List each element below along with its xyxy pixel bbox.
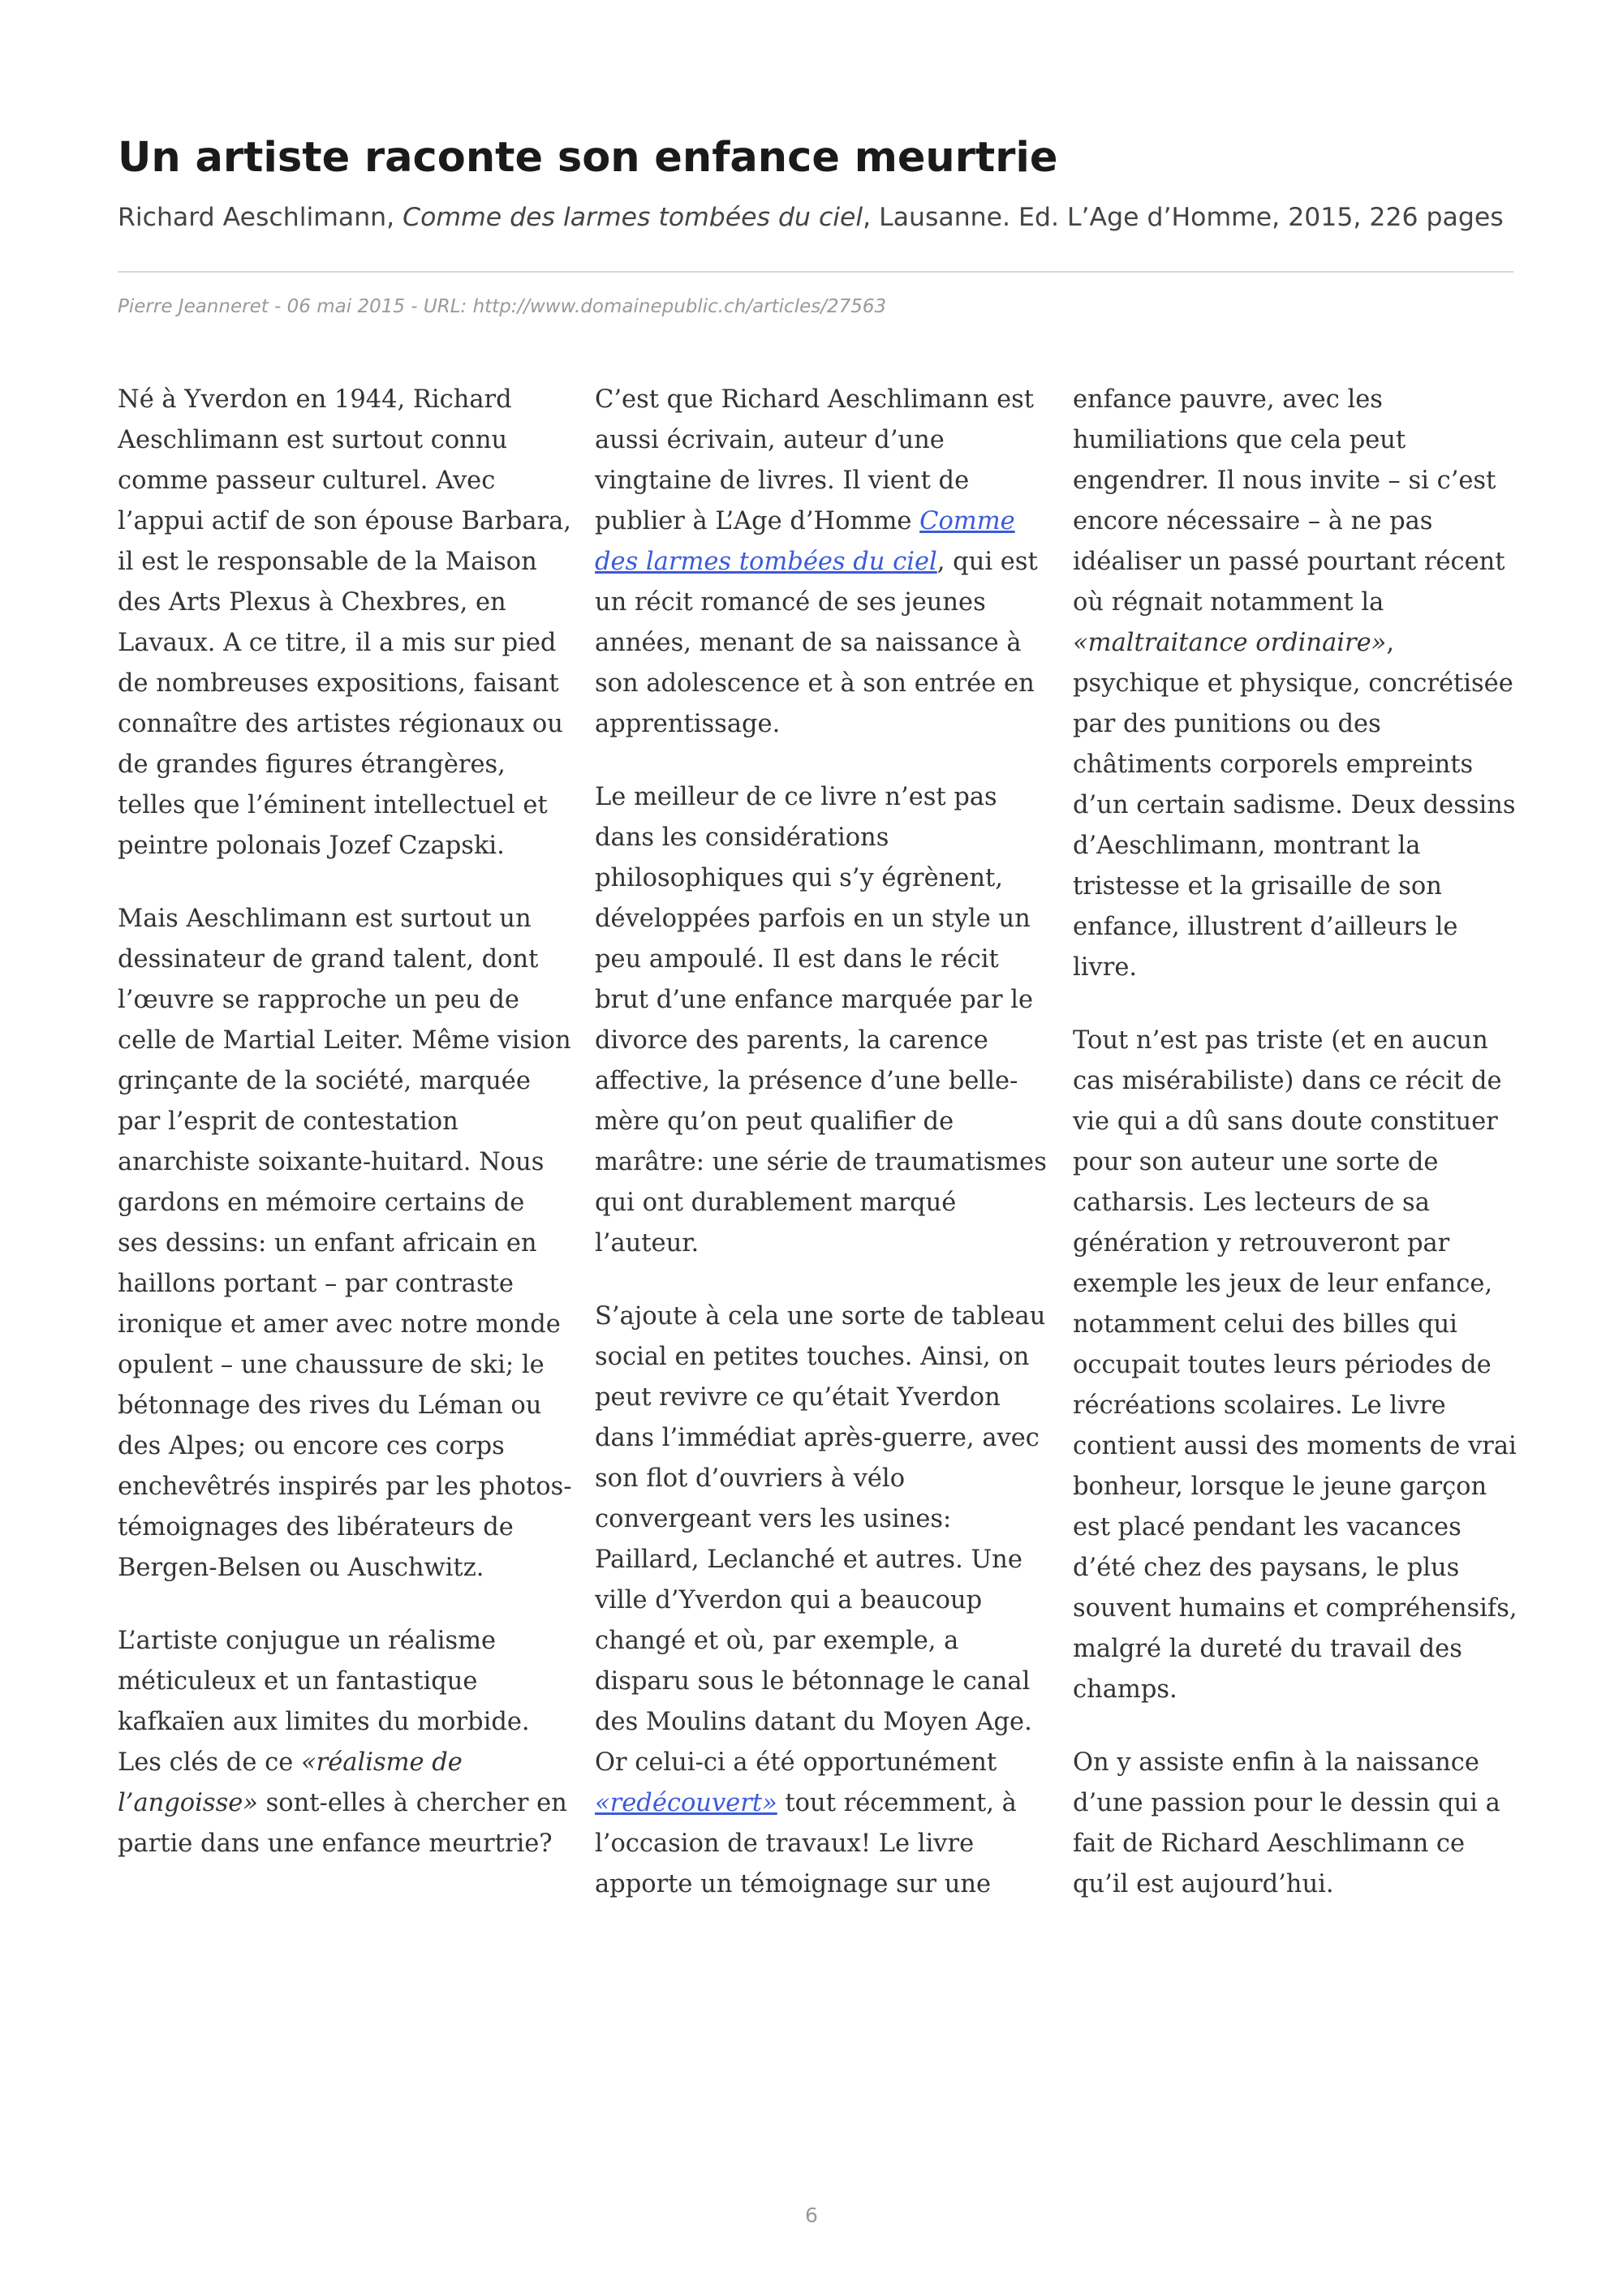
paragraph [1073, 380, 1527, 988]
paragraph: On y assiste enfin à la naissance d’une passion pour le dessin qui a fait de Richard Aeschlimann ce qu’il est aujourd’hui. [1073, 1748, 1500, 1898]
book-title-link[interactable]: Comme des larmes tombées du ciel [595, 507, 1015, 576]
article-subtitle [118, 197, 1513, 238]
text-run: , psychique et physique, concrétisée par des punitions ou des châtiments corporels empreints d’un certain sadisme. Deux dessins d’Aeschlimann, montrant la tristesse et la grisaille de son enfance, illustrent d’ailleurs le livre. [1073, 629, 1516, 982]
article-column-3 [1073, 380, 1527, 1937]
text-run: sont-elles à chercher en partie dans une enfance meurtrie? [118, 1789, 567, 1858]
article-title: Un artiste raconte son enfance meurtrie [118, 134, 1058, 182]
text-run: enfance pauvre, avec les humiliations que cela peut engendrer. Il nous invite – si c’est encore nécessaire – à ne pas idéaliser un passé pourtant récent où régnait notamment la [1073, 385, 1505, 617]
article-column-1 [118, 380, 572, 1897]
paragraph: Né à Yverdon en 1944, Richard Aeschlimann est surtout connu comme passeur culturel. Avec l’appui actif de son épouse Barbara, il est le responsable de la Maison des Arts Plexus à Chexbres, en Lavaux. A ce titre, il a mis sur pied de nombreuses expositions, faisant connaître des artistes régionaux ou de grandes figures étrangères, telles que l’éminent intellectuel et peintre polonais Jozef Czapski. [118, 385, 571, 860]
text-run: L’artiste conjugue un réalisme méticuleux et un fantastique kafkaïen aux limites du morbide. Les clés de ce [118, 1627, 530, 1777]
quote-emphasis: «maltraitance ordinaire» [1073, 629, 1387, 657]
text-run: tout récemment, à l’occasion de travaux! Le livre apporte un témoignage sur une [595, 1789, 1017, 1898]
text-run: , qui est un récit romancé de ses jeunes années, menant de sa naissance à son adolescence et à son entrée en apprentissage. [595, 548, 1038, 738]
paragraph [595, 1296, 1049, 1905]
text-run: S’ajoute à cela une sorte de tableau social en petites touches. Ainsi, on peut revivre ce qu’était Yverdon dans l’immédiat après-guerre, avec son flot d’ouvriers à vélo convergeant vers les usines: Paillard, Leclanché et autres. Une ville d’Yverdon qui a beaucoup changé et où, par exemple, a disparu sous le bétonnage le canal des Moulins datant du Moyen Age. Or celui-ci a été opportunément [595, 1302, 1046, 1777]
subtitle-author: Richard Aeschlimann, [118, 203, 403, 232]
text-run: C’est que Richard Aeschlimann est aussi écrivain, auteur d’une vingtaine de livres. Il vient de publier à L’Age d’Homme [595, 385, 1035, 535]
article-column-2 [595, 380, 1049, 1937]
subtitle-book-title: Comme des larmes tombées du ciel [403, 203, 863, 232]
paragraph: Mais Aeschlimann est surtout un dessinateur de grand talent, dont l’œuvre se rapproche un peu de celle de Martial Leiter. Même vision grinçante de la société, marquée par l’esprit de contestation anarchiste soixante-huitard. Nous gardons en mémoire certains de ses dessins: un enfant africain en haillons portant – par contraste ironique et amer avec notre monde opulent – une chaussure de ski; le bétonnage des rives du Léman ou des Alpes; ou encore ces corps enchevêtrés inspirés par les photos-témoignages des libérateurs de Bergen-Belsen ou Auschwitz. [118, 905, 572, 1582]
subtitle-details: , Lausanne. Ed. L’Age d’Homme, 2015, 226 pages [863, 203, 1504, 232]
quote-emphasis: «réalisme de l’angoisse» [118, 1748, 463, 1817]
article-meta: Pierre Jeanneret - 06 mai 2015 - URL: http://www.domainepublic.ch/articles/27563 [118, 296, 887, 317]
header-divider [118, 271, 1513, 273]
paragraph [595, 380, 1049, 745]
paragraph [118, 1621, 572, 1864]
page-number: 6 [805, 2204, 818, 2227]
redecouvert-link[interactable]: «redécouvert» [595, 1789, 777, 1817]
paragraph: Tout n’est pas triste (et en aucun cas misérabiliste) dans ce récit de vie qui a dû sans doute constituer pour son auteur une sorte de catharsis. Les lecteurs de sa génération y retrouveront par exemple les jeux de leur enfance, notamment celui des billes qui occupait toutes leurs périodes de récréations scolaires. Le livre contient aussi des moments de vrai bonheur, lorsque le jeune garçon est placé pendant les vacances d’été chez des paysans, le plus souvent humains et compréhensifs, malgré la dureté du travail des champs. [1073, 1026, 1518, 1704]
paragraph: Le meilleur de ce livre n’est pas dans les considérations philosophiques qui s’y égrènent, développées parfois en un style un peu ampoulé. Il est dans le récit brut d’une enfance marquée par le divorce des parents, la carence affective, la présence d’une belle-mère qu’on peut qualifier de marâtre: une série de traumatismes qui ont durablement marqué l’auteur. [595, 783, 1047, 1258]
